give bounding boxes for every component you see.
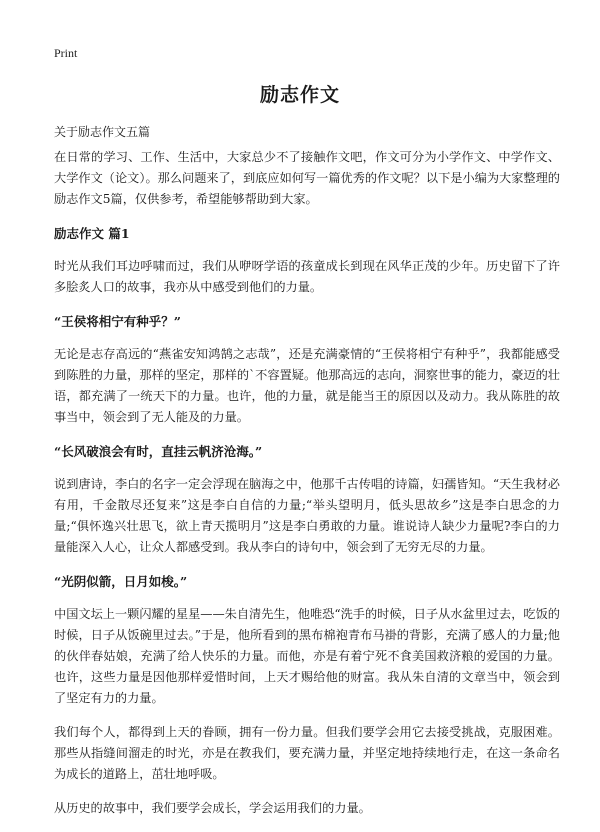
paragraph-3: 说到唐诗，李白的名字一定会浮现在脑海之中，他那千古传唱的诗篇，妇孺皆知。“天生我材必有用，千金散尽还复来”这是李白自信的力量;“举头望明月，低头思故乡”这是李白思念的力量;“俱怀逸兴壮思飞，欲上青天揽明月”这是李白勇敢的力量。谁说诗人缺少力量呢?李白的力量能深入人心，让众人都感受到。我从李白的诗句中，领会到了无穷无尽的力量。 xyxy=(54,477,560,554)
intro-paragraph: 在日常的学习、工作、生活中，大家总少不了接触作文吧，作文可分为小学作文、中学作文、大学作文（论文）。那么问题来了，到底应如何写一篇优秀的作文呢？以下是小编为大家整理的励志作文5篇，仅供参考，希望能够帮助到大家。 xyxy=(54,150,560,206)
print-link[interactable]: Print xyxy=(54,46,78,60)
quote-heading-2: “长风破浪会有时，直挂云帆济沧海。” xyxy=(54,444,263,459)
paragraph-5: 我们每个人，都得到上天的眷顾，拥有一份力量。但我们要学会用它去接受挑战，克服困难。那些从指缝间溜走的时光，亦是在教我们，要充满力量，并坚定地持续地行走，在这一条命名为成长的道路上，茁壮地呼吸。 xyxy=(54,725,560,781)
paragraph-6: 从历史的故事中，我们要学会成长，学会运用我们的力量。 xyxy=(54,801,371,815)
quote-heading-3: “光阴似箭，日月如梭。” xyxy=(54,574,188,589)
paragraph-1: 时光从我们耳边呼啸而过，我们从咿呀学语的孩童成长到现在风华正茂的少年。历史留下了许多脍炙人口的故事，我亦从中感受到他们的力量。 xyxy=(54,259,560,294)
intro-heading: 关于励志作文五篇 xyxy=(54,125,151,139)
paragraph-2: 无论是志存高远的“燕雀安知鸿鹄之志哉”，还是充满豪情的“王侯将相宁有种乎”，我都能感受到陈胜的力量，那样的坚定，那样的`不容置疑。他那高远的志向，洞察世事的能力，豪迈的壮语，都充满了一统天下的力量。也许，他的力量，就是能当王的原因以及动力。我从陈胜的故事当中，领会到了无人能及的力量。 xyxy=(54,347,560,424)
article-body xyxy=(54,147,560,832)
paragraph-4: 中国文坛上一颗闪耀的星星——朱自清先生，他唯恐“洗手的时候，日子从水盆里过去，吃饭的时候，日子从饭碗里过去。”于是，他所看到的黑布棉袍青布马褂的背影，充满了感人的力量;他的伙伴春姑娘，充满了给人快乐的力量。而他，亦是有着宁死不食美国救济粮的爱国的力量。也许，这些力量是因他那样爱惜时间，上天才赐给他的财富。我从朱自清的文章当中，领会到了坚定有力的力量。 xyxy=(54,607,560,705)
section-title: 励志作文 篇1 xyxy=(54,226,130,241)
page-title: 励志作文 xyxy=(259,84,340,106)
quote-heading-1: “王侯将相宁有种乎？” xyxy=(54,314,181,329)
